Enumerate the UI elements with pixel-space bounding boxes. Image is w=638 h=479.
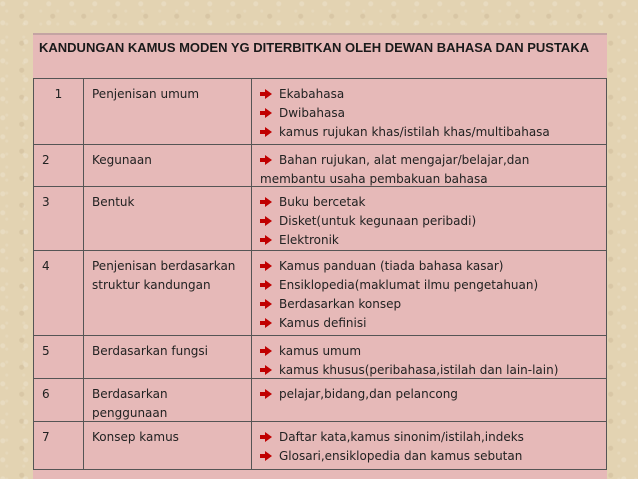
list-item — [260, 447, 600, 466]
item-text: Berdasarkan konsep — [279, 297, 402, 311]
list-item — [260, 123, 600, 142]
table-row — [33, 422, 607, 470]
row-number: 6 — [33, 379, 84, 421]
list-item — [260, 193, 600, 212]
red-arrow-bullet-icon — [260, 231, 279, 250]
red-arrow-bullet-icon — [260, 385, 279, 404]
red-arrow-bullet-icon — [260, 428, 279, 447]
row-items — [252, 145, 607, 186]
row-items — [252, 336, 607, 378]
list-item — [260, 361, 600, 380]
row-topic: Konsep kamus — [84, 422, 252, 469]
item-text: Bahan rujukan, alat mengajar/belajar,dan — [279, 153, 530, 167]
red-arrow-bullet-icon — [260, 193, 279, 212]
list-item — [260, 231, 600, 250]
row-number: 2 — [33, 145, 84, 186]
row-topic: Penjenisan berdasarkan struktur kandungan — [84, 251, 252, 335]
list-item — [260, 295, 600, 314]
red-arrow-bullet-icon — [260, 257, 279, 276]
table-row — [33, 336, 607, 379]
table-row — [33, 187, 607, 251]
row-number: 7 — [33, 422, 84, 469]
row-items — [252, 251, 607, 335]
row-topic: Berdasarkan penggunaan — [84, 379, 252, 421]
row-number: 3 — [33, 187, 84, 250]
row-number: 5 — [33, 336, 84, 378]
item-text: Glosari,ensiklopedia dan kamus sebutan — [279, 449, 523, 463]
row-items — [252, 379, 607, 421]
red-arrow-bullet-icon — [260, 314, 279, 333]
list-item — [260, 385, 600, 404]
item-continuation: membantu usaha pembakuan bahasa — [260, 172, 488, 186]
row-items — [252, 187, 607, 250]
table-row — [33, 379, 607, 422]
table-title: KANDUNGAN KAMUS MODEN YG DITERBITKAN OLEH DEWAN BAHASA DAN PUSTAKA — [33, 33, 607, 78]
row-topic: Penjenisan umum — [84, 79, 252, 144]
item-text: Ekabahasa — [279, 87, 345, 101]
table-row — [33, 251, 607, 336]
red-arrow-bullet-icon — [260, 123, 279, 142]
content-table — [33, 33, 607, 479]
item-text: Disket(untuk kegunaan peribadi) — [279, 214, 477, 228]
row-topic: Kegunaan — [84, 145, 252, 186]
red-arrow-bullet-icon — [260, 447, 279, 466]
item-text: kamus khusus(peribahasa,istilah dan lain-lain) — [279, 363, 559, 377]
list-item — [260, 314, 600, 333]
item-text: kamus umum — [279, 344, 362, 358]
table-row — [33, 79, 607, 145]
red-arrow-bullet-icon — [260, 151, 279, 170]
row-number: 4 — [33, 251, 84, 335]
item-text: Kamus definisi — [279, 316, 367, 330]
table-row — [33, 145, 607, 187]
item-text: Elektronik — [279, 233, 339, 247]
row-number: 1 — [33, 79, 84, 144]
red-arrow-bullet-icon — [260, 342, 279, 361]
item-text: Buku bercetak — [279, 195, 366, 209]
list-item — [260, 212, 600, 231]
item-text: Ensiklopedia(maklumat ilmu pengetahuan) — [279, 278, 539, 292]
item-text: pelajar,bidang,dan pelancong — [279, 387, 458, 401]
red-arrow-bullet-icon — [260, 361, 279, 380]
item-text: Dwibahasa — [279, 106, 345, 120]
row-topic: Berdasarkan fungsi — [84, 336, 252, 378]
item-text: kamus rujukan khas/istilah khas/multibahasa — [279, 125, 550, 139]
item-text: Daftar kata,kamus sinonim/istilah,indeks — [279, 430, 524, 444]
list-item — [260, 428, 600, 447]
row-items — [252, 422, 607, 469]
row-topic: Bentuk — [84, 187, 252, 250]
red-arrow-bullet-icon — [260, 212, 279, 231]
list-item — [260, 104, 600, 123]
list-item — [260, 257, 600, 276]
row-items — [252, 79, 607, 144]
red-arrow-bullet-icon — [260, 85, 279, 104]
red-arrow-bullet-icon — [260, 295, 279, 314]
red-arrow-bullet-icon — [260, 104, 279, 123]
list-item — [260, 85, 600, 104]
table-body — [33, 78, 607, 470]
list-item — [260, 276, 600, 295]
list-item — [260, 342, 600, 361]
red-arrow-bullet-icon — [260, 276, 279, 295]
item-text: Kamus panduan (tiada bahasa kasar) — [279, 259, 504, 273]
list-item — [260, 151, 600, 170]
